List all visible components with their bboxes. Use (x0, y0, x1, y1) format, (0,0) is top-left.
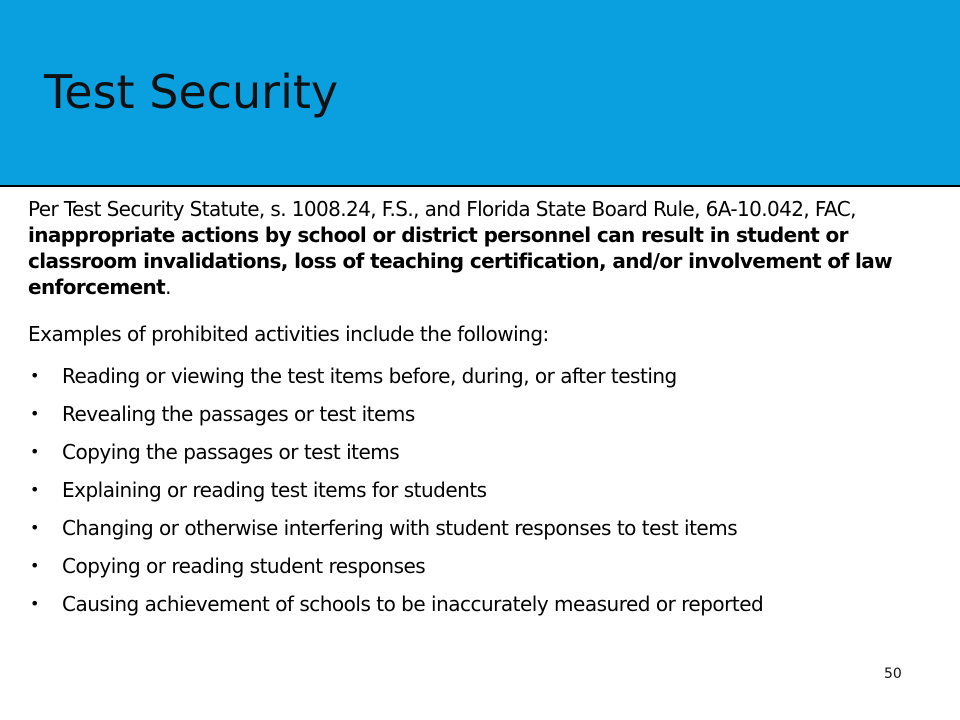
list-item (28, 590, 933, 628)
list-item-text: Causing achievement of schools to be inaccurately measured or reported (62, 592, 764, 616)
prohibited-activities-list (28, 362, 933, 628)
list-item (28, 362, 933, 400)
examples-lead: Examples of prohibited activities include the following: (28, 322, 549, 346)
bullet-icon: • (30, 556, 39, 575)
list-item-text: Explaining or reading test items for students (62, 478, 487, 502)
bullet-icon: • (30, 442, 39, 461)
bullet-icon: • (30, 404, 39, 423)
intro-paragraph (28, 196, 933, 300)
intro-text-start: Per Test Security Statute, s. 1008.24, F.S., and Florida State Board Rule, 6A-10.042, FAC, (28, 197, 856, 221)
bullet-icon: • (30, 594, 39, 613)
list-item (28, 514, 933, 552)
bullet-icon: • (30, 480, 39, 499)
list-item-text: Copying the passages or test items (62, 440, 400, 464)
banner-divider (0, 185, 960, 187)
list-item (28, 400, 933, 438)
page-number: 50 (884, 666, 902, 682)
bullet-icon: • (30, 366, 39, 385)
bullet-icon: • (30, 518, 39, 537)
list-item-text: Changing or otherwise interfering with student responses to test items (62, 516, 738, 540)
intro-text-bold: inappropriate actions by school or district personnel can result in student or classroom invalidations, loss of teaching certification, and/or involvement of law enforcement (28, 223, 893, 299)
intro-text-end: . (165, 275, 171, 299)
list-item (28, 476, 933, 514)
list-item-text: Copying or reading student responses (62, 554, 426, 578)
list-item-text: Revealing the passages or test items (62, 402, 415, 426)
list-item (28, 552, 933, 590)
list-item (28, 438, 933, 476)
list-item-text: Reading or viewing the test items before, during, or after testing (62, 364, 677, 388)
slide-title: Test Security (44, 65, 339, 119)
